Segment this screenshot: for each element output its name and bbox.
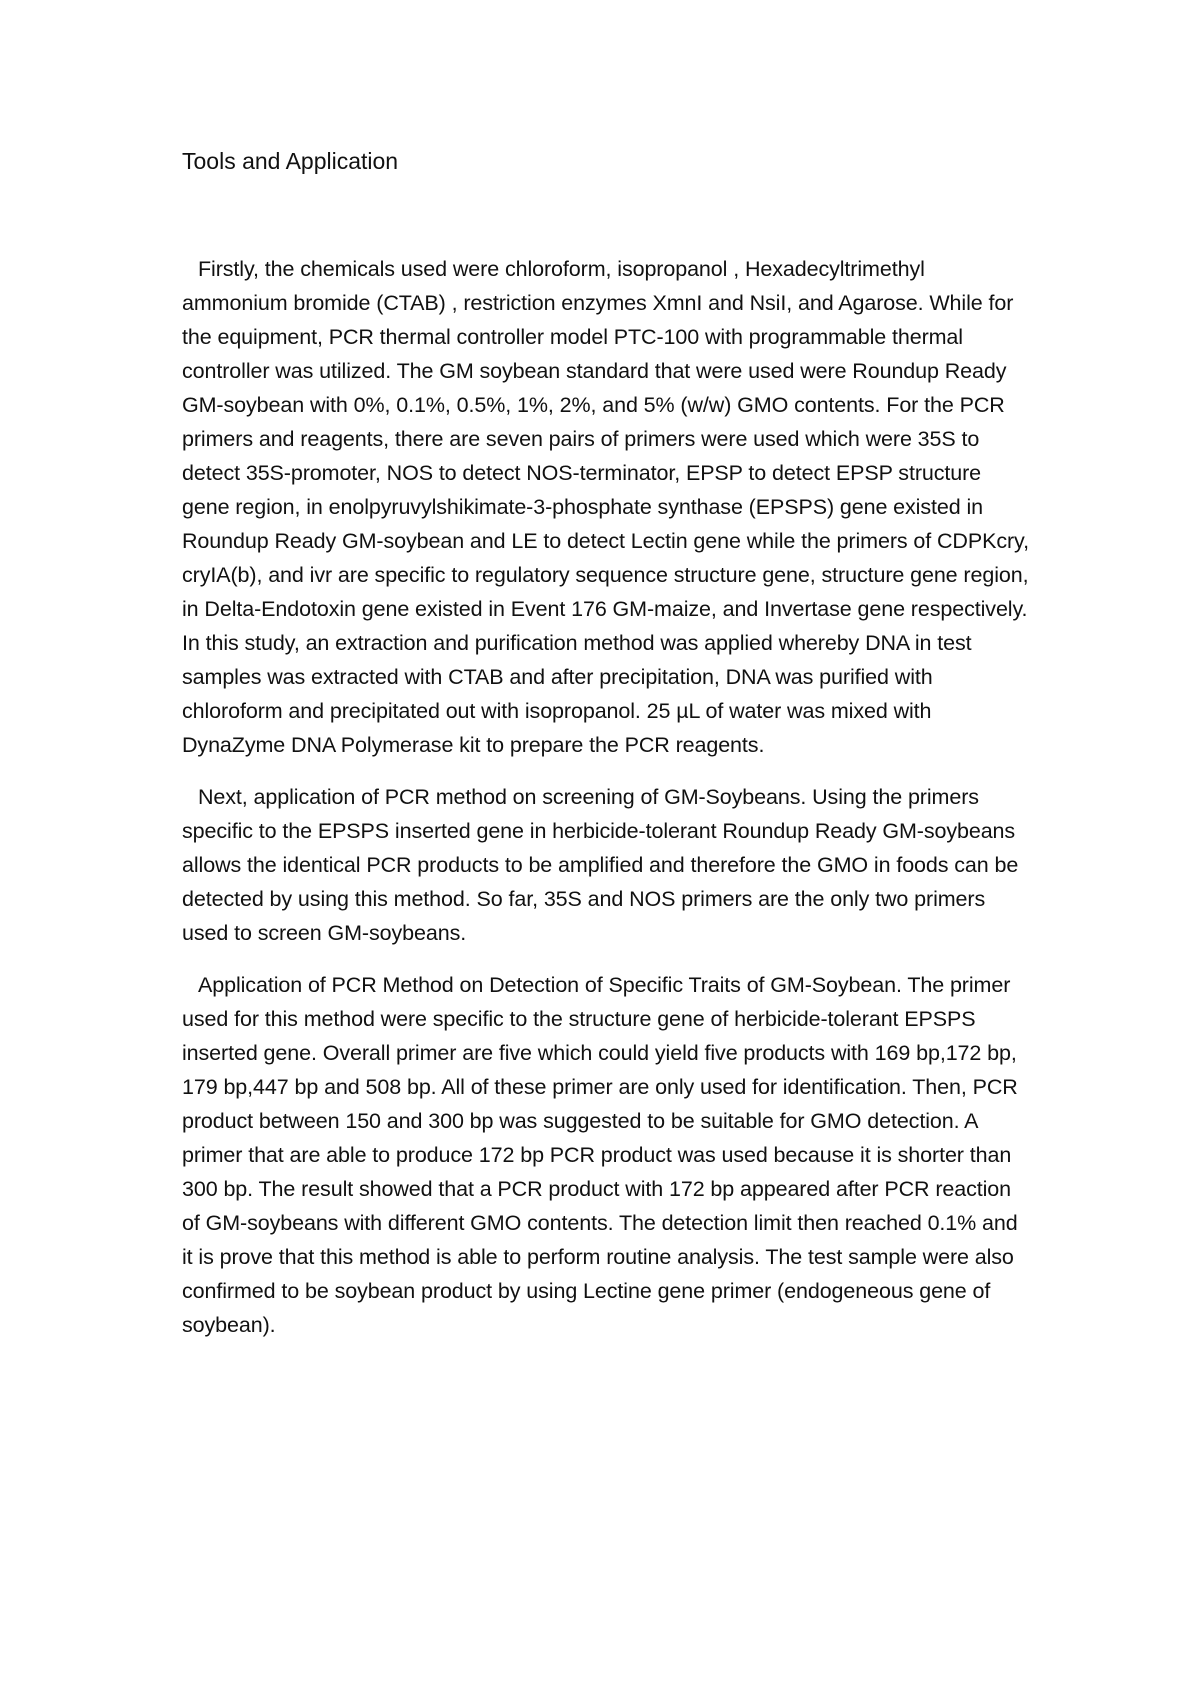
paragraph-materials: Firstly, the chemicals used were chloroform, isopropanol , Hexadecyltrimethyl ammonium bromide (CTAB) , restriction enzymes XmnI and NsiI, and Agarose. While for the equipment, PCR thermal controller model PTC-100 with programmable thermal controller was utilized. The GM soybean standard that were used were Roundup Ready GM-soybean with 0%, 0.1%, 0.5%, 1%, 2%, and 5% (w/w) GMO contents. For the PCR primers and reagents, there are seven pairs of primers were used which were 35S to detect 35S-promoter, NOS to detect NOS-terminator, EPSP to detect EPSP structure gene region, in enolpyruvylshikimate-3-phosphate synthase (EPSPS) gene existed in Roundup Ready GM-soybean and LE to detect Lectin gene while the primers of CDPKcry, cryIA(b), and ivr are specific to regulatory sequence structure gene, structure gene region, in Delta-Endotoxin gene existed in Event 176 GM-maize, and Invertase gene respectively. In this study, an extraction and purification method was applied whereby DNA in test samples was extracted with CTAB and after precipitation, DNA was purified with chloroform and precipitated out with isopropanol. 25 µL of water was mixed with DynaZyme DNA Polymerase kit to prepare the PCR reagents. xyxy=(182,257,1029,757)
paragraph-specific-traits: Application of PCR Method on Detection of Specific Traits of GM-Soybean. The primer used for this method were specific to the structure gene of herbicide-tolerant EPSPS inserted gene. Overall primer are five which could yield five products with 169 bp,172 bp, 179 bp,447 bp and 508 bp. All of these primer are only used for identification. Then, PCR product between 150 and 300 bp was suggested to be suitable for GMO detection. A primer that are able to produce 172 bp PCR product was used because it is shorter than 300 bp. The result showed that a PCR product with 172 bp appeared after PCR reaction of GM-soybeans with different GMO contents. The detection limit then reached 0.1% and it is prove that this method is able to perform routine analysis. The test sample were also confirmed to be soybean product by using Lectine gene primer (endogeneous gene of soybean). xyxy=(182,973,1018,1337)
document-body xyxy=(182,252,1032,1342)
paragraph-screening: Next, application of PCR method on screening of GM-Soybeans. Using the primers specific to the EPSPS inserted gene in herbicide-tolerant Roundup Ready GM-soybeans allows the identical PCR products to be amplified and therefore the GMO in foods can be detected by using this method. So far, 35S and NOS primers are the only two primers used to screen GM-soybeans. xyxy=(182,785,1019,945)
document-title: Tools and Application xyxy=(182,148,399,174)
